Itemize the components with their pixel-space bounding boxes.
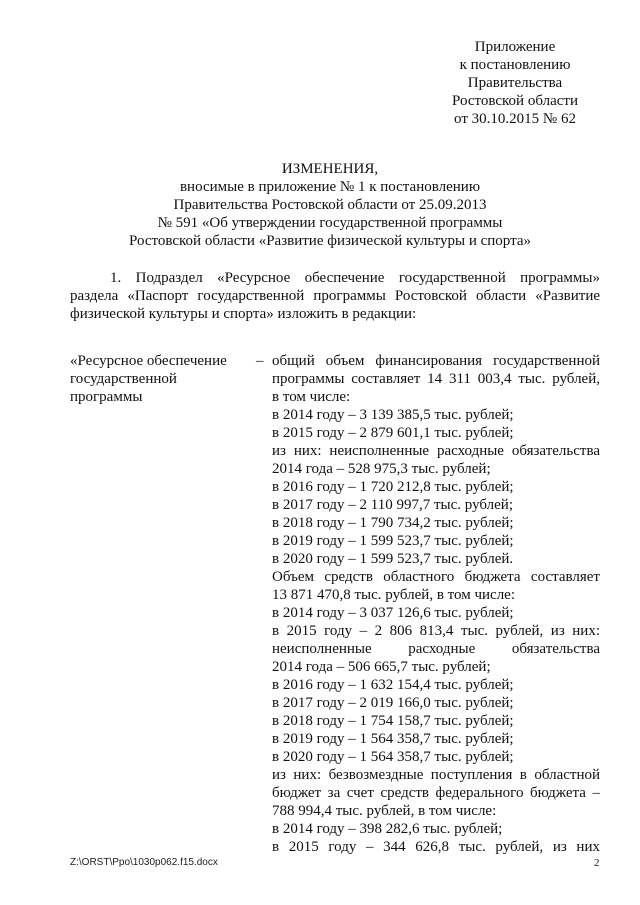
resource-label-line: государственной <box>70 371 177 387</box>
heading-line: Ростовской области «Развитие физической культуры и спорта» <box>129 233 531 249</box>
resource-detail-line: бюджет за счет средств федерального бюджета – <box>272 785 600 801</box>
appendix-line: от 30.10.2015 № 62 <box>454 111 576 127</box>
resource-detail-line: в 2018 году – 1 790 734,2 тыс. рублей; <box>272 515 514 531</box>
resource-detail-line: в 2015 году – 2 806 813,4 тыс. рублей, из них: <box>272 623 600 639</box>
resource-detail-line: 13 871 470,8 тыс. рублей, в том числе: <box>272 587 516 603</box>
heading-line: вносимые в приложение № 1 к постановлению <box>179 179 481 195</box>
heading-line: № 591 «Об утверждении государственной программы <box>157 215 503 231</box>
appendix-line: Приложение <box>474 39 556 55</box>
resource-detail-line: в 2018 году – 1 754 158,7 тыс. рублей; <box>272 713 514 729</box>
resource-label-line: «Ресурсное обеспечение <box>70 353 227 369</box>
resource-detail-line: в 2015 году – 2 879 601,1 тыс. рублей; <box>272 425 514 441</box>
resource-details-column <box>272 352 600 856</box>
separator-dash: – <box>256 353 264 369</box>
appendix-block <box>420 38 610 128</box>
resource-detail-line: в 2016 году – 1 720 212,8 тыс. рублей; <box>272 479 514 495</box>
resource-detail-line: 2014 года – 506 665,7 тыс. рублей; <box>272 659 491 675</box>
resource-detail-line: в 2020 году – 1 564 358,7 тыс. рублей; <box>272 749 514 765</box>
heading-line: Правительства Ростовской области от 25.09.2013 <box>173 197 487 213</box>
resource-detail-line: в 2014 году – 3 139 385,5 тыс. рублей; <box>272 407 514 423</box>
intro-line: физической культуры и спорта» изложить в редакции: <box>70 306 417 322</box>
resource-detail-line: из них: безвозмездные поступления в областной <box>272 767 600 783</box>
resource-detail-line: в 2017 году – 2 110 997,7 тыс. рублей; <box>272 497 513 513</box>
document-heading <box>60 160 600 250</box>
heading-title: ИЗМЕНЕНИЯ, <box>281 161 379 177</box>
resource-detail-line: Объем средств областного бюджета составляет <box>272 569 600 585</box>
page-number: 2 <box>594 857 600 869</box>
resource-detail-line: в 2017 году – 2 019 166,0 тыс. рублей; <box>272 695 514 711</box>
resource-detail-line: в 2014 году – 398 282,6 тыс. рублей; <box>272 821 503 837</box>
resource-detail-line: неисполненные расходные обязательства <box>272 641 600 657</box>
resource-detail-line: программы составляет 14 311 003,4 тыс. рублей, <box>272 371 600 387</box>
resource-detail-line: в том числе: <box>272 389 351 405</box>
resource-detail-line: 2014 года – 528 975,3 тыс. рублей; <box>272 461 491 477</box>
appendix-line: Ростовской области <box>452 93 578 109</box>
file-path-footer: Z:\ORST\Ppo\1030p062.f15.docx <box>70 857 218 868</box>
resource-detail-line: 788 994,4 тыс. рублей, в том числе: <box>272 803 497 819</box>
intro-line: 1. Подраздел «Ресурсное обеспечение государственной программы» <box>110 270 600 286</box>
appendix-line: к постановлению <box>459 57 571 73</box>
appendix-line: Правительства <box>467 75 563 91</box>
resource-detail-line: в 2020 году – 1 599 523,7 тыс. рублей. <box>272 551 514 567</box>
resource-detail-line: в 2019 году – 1 564 358,7 тыс. рублей; <box>272 731 514 747</box>
resource-detail-line: в 2015 году – 344 626,8 тыс. рублей, из них <box>272 839 600 855</box>
intro-line: раздела «Паспорт государственной программы Ростовской области «Развитие <box>70 288 600 304</box>
resource-detail-line: общий объем финансирования государственной <box>272 353 600 369</box>
resource-label-line: программы <box>70 389 143 405</box>
resource-detail-line: в 2014 году – 3 037 126,6 тыс. рублей; <box>272 605 514 621</box>
intro-paragraph <box>70 269 600 323</box>
resource-detail-line: в 2016 году – 1 632 154,4 тыс. рублей; <box>272 677 514 693</box>
resource-detail-line: в 2019 году – 1 599 523,7 тыс. рублей; <box>272 533 514 549</box>
resource-detail-line: из них: неисполненные расходные обязательства <box>272 443 600 459</box>
resource-label-column <box>70 352 250 406</box>
